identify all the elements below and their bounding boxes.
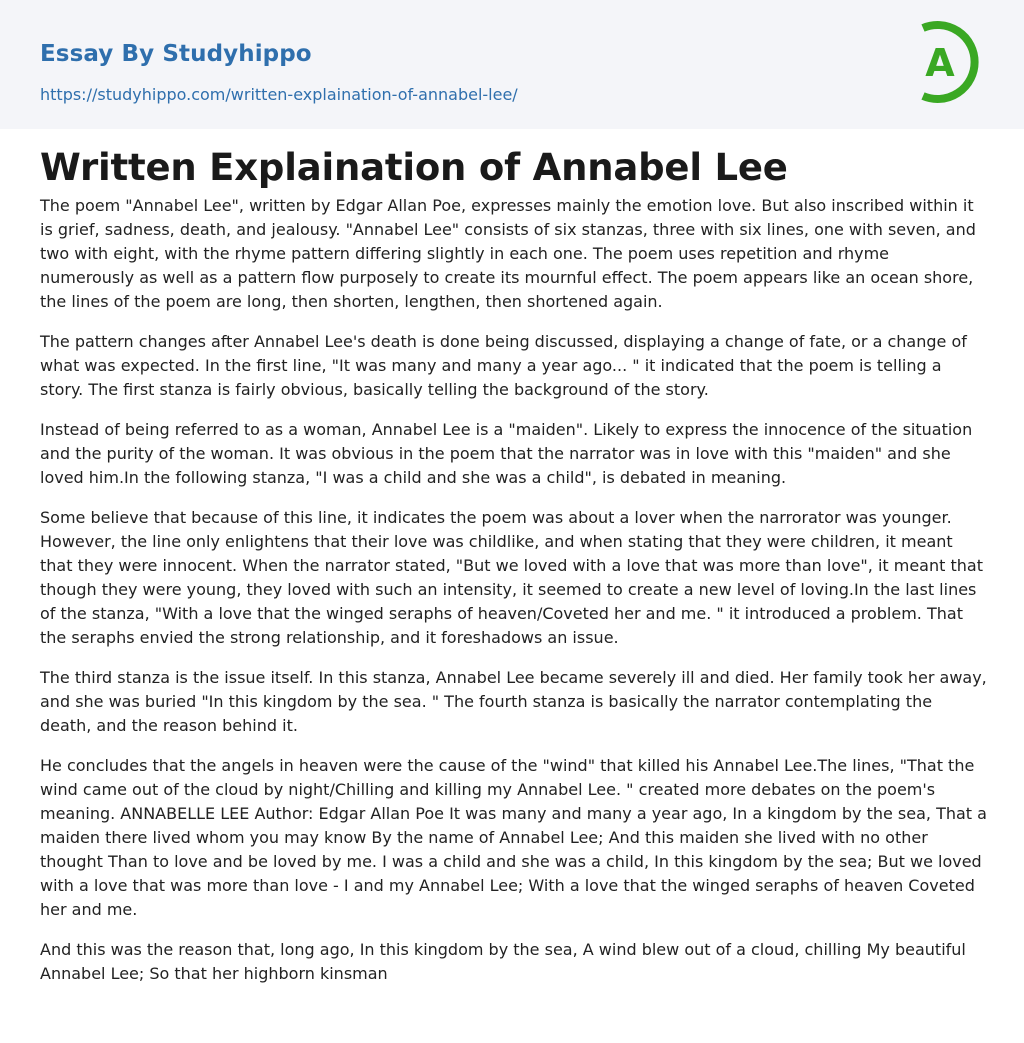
logo-letter: A — [925, 41, 955, 85]
essay-body — [40, 194, 988, 1002]
site-brand[interactable]: Essay By Studyhippo — [40, 41, 312, 67]
essay-url-link[interactable]: https://studyhippo.com/written-explaination-of-annabel-lee/ — [40, 85, 518, 104]
paragraph: The pattern changes after Annabel Lee's death is done being discussed, displaying a change of fate, or a change of what was expected. In the first line, "It was many and many a year ago... " it indicated that the poem is telling a story. The first stanza is fairly obvious, basically telling the background of the story. — [40, 332, 967, 399]
paragraph: And this was the reason that, long ago, In this kingdom by the sea, A wind blew out of a cloud, chilling My beautiful Annabel Lee; So that her highborn kinsman — [40, 940, 966, 983]
paragraph: The third stanza is the issue itself. In this stanza, Annabel Lee became severely ill and died. Her family took her away, and she was buried "In this kingdom by the sea. " The fourth stanza is basically the narrator contemplating the death, and the reason behind it. — [40, 668, 987, 735]
studyhippo-logo-icon[interactable] — [911, 19, 987, 105]
paragraph: Some believe that because of this line, it indicates the poem was about a lover when the narrorator was younger. However, the line only enlightens that their love was childlike, and when stating that they were children, it meant that they were innocent. When the narrator stated, "But we loved with a love that was more than love", it meant that though they were young, they loved with such an intensity, it seemed to create a new level of loving.In the last lines of the stanza, "With a love that the winged seraphs of heaven/Coveted her and me. " it introduced a problem. That the seraphs envied the strong relationship, and it foreshadows an issue. — [40, 508, 983, 647]
page-title: Written Explaination of Annabel Lee — [40, 146, 788, 189]
paragraph: Instead of being referred to as a woman, Annabel Lee is a "maiden". Likely to express the innocence of the situation and the purity of the woman. It was obvious in the poem that the narrator was in love with this "maiden" and she loved him.In the following stanza, "I was a child and she was a child", is debated in meaning. — [40, 420, 973, 487]
paragraph: He concludes that the angels in heaven were the cause of the "wind" that killed his Annabel Lee.The lines, "That the wind came out of the cloud by night/Chilling and killing my Annabel Lee. " created more debates on the poem's meaning. ANNABELLE LEE Author: Edgar Allan Poe It was many and many a year ago, In a kingdom by the sea, That a maiden there lived whom you may know By the name of Annabel Lee; And this maiden she lived with no other thought Than to love and be loved by me. I was a child and she was a child, In this kingdom by the sea; But we loved with a love that was more than love - I and my Annabel Lee; With a love that the winged seraphs of heaven Coveted her and me. — [40, 756, 987, 919]
paragraph: The poem "Annabel Lee", written by Edgar Allan Poe, expresses mainly the emotion love. But also inscribed within it is grief, sadness, death, and jealousy. "Annabel Lee" consists of six stanzas, three with six lines, one with seven, and two with eight, with the rhyme pattern differing slightly in each one. The poem uses repetition and rhyme numerously as well as a pattern flow purposely to create its mournful effect. The poem appears like an ocean shore, the lines of the poem are long, then shorten, lengthen, then shortened again. — [40, 196, 976, 311]
